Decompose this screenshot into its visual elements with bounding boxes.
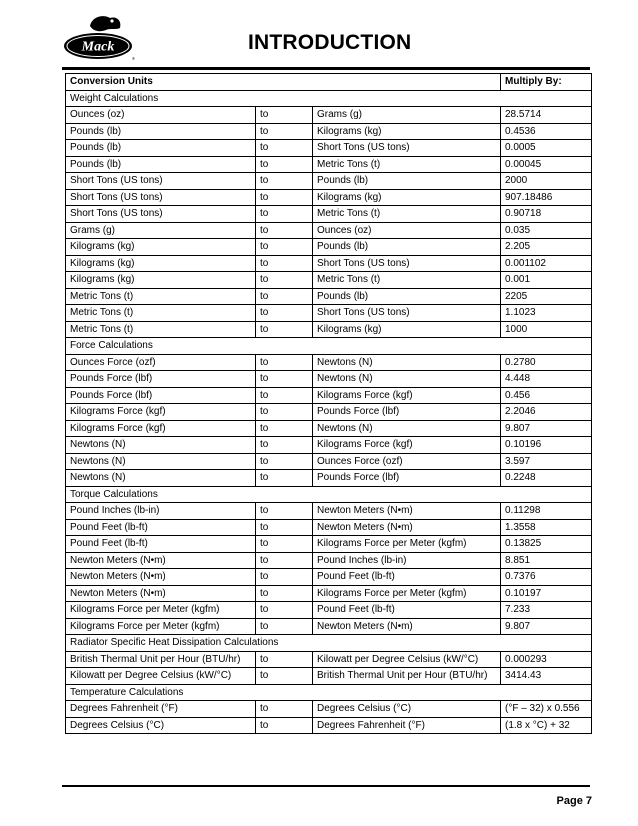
table-row bbox=[66, 371, 592, 388]
to-unit-cell: Newtons (N) bbox=[313, 420, 501, 437]
from-unit-cell: Kilograms Force per Meter (kgfm) bbox=[66, 618, 256, 635]
table-row bbox=[66, 552, 592, 569]
table-row bbox=[66, 255, 592, 272]
section-title: Force Calculations bbox=[66, 338, 592, 355]
to-word-cell: to bbox=[256, 371, 313, 388]
table-row bbox=[66, 602, 592, 619]
to-unit-cell: Metric Tons (t) bbox=[313, 156, 501, 173]
multiplier-cell: 0.2780 bbox=[501, 354, 592, 371]
multiplier-cell: 0.001102 bbox=[501, 255, 592, 272]
table-row bbox=[66, 387, 592, 404]
table-row bbox=[66, 321, 592, 338]
from-unit-cell: Metric Tons (t) bbox=[66, 288, 256, 305]
multiplier-cell: 8.851 bbox=[501, 552, 592, 569]
from-unit-cell: Pound Inches (lb-in) bbox=[66, 503, 256, 520]
table-row bbox=[66, 470, 592, 487]
from-unit-cell: Newtons (N) bbox=[66, 437, 256, 454]
table-row bbox=[66, 354, 592, 371]
to-word-cell: to bbox=[256, 288, 313, 305]
to-word-cell: to bbox=[256, 404, 313, 421]
multiplier-cell: 0.10197 bbox=[501, 585, 592, 602]
to-unit-cell: Newtons (N) bbox=[313, 371, 501, 388]
mack-logo bbox=[60, 12, 138, 64]
to-word-cell: to bbox=[256, 321, 313, 338]
table-row bbox=[66, 585, 592, 602]
svg-text:®: ® bbox=[132, 56, 135, 61]
from-unit-cell: Short Tons (US tons) bbox=[66, 206, 256, 223]
from-unit-cell: Pound Feet (lb-ft) bbox=[66, 536, 256, 553]
table-row bbox=[66, 668, 592, 685]
from-unit-cell: Newton Meters (N•m) bbox=[66, 552, 256, 569]
from-unit-cell: Metric Tons (t) bbox=[66, 321, 256, 338]
section-header-row bbox=[66, 90, 592, 107]
to-unit-cell: British Thermal Unit per Hour (BTU/hr) bbox=[313, 668, 501, 685]
from-unit-cell: Degrees Fahrenheit (°F) bbox=[66, 701, 256, 718]
multiplier-cell: 7.233 bbox=[501, 602, 592, 619]
table-row bbox=[66, 189, 592, 206]
to-unit-cell: Pounds Force (lbf) bbox=[313, 404, 501, 421]
footer-rule bbox=[62, 785, 590, 787]
to-unit-cell: Kilograms (kg) bbox=[313, 123, 501, 140]
multiplier-cell: 0.11298 bbox=[501, 503, 592, 520]
from-unit-cell: Ounces Force (ozf) bbox=[66, 354, 256, 371]
to-unit-cell: Kilowatt per Degree Celsius (kW/°C) bbox=[313, 651, 501, 668]
to-unit-cell: Degrees Celsius (°C) bbox=[313, 701, 501, 718]
to-word-cell: to bbox=[256, 156, 313, 173]
header-multiply-by: Multiply By: bbox=[501, 74, 592, 91]
table-row bbox=[66, 140, 592, 157]
table-row bbox=[66, 305, 592, 322]
from-unit-cell: Kilograms (kg) bbox=[66, 255, 256, 272]
from-unit-cell: Kilograms Force (kgf) bbox=[66, 404, 256, 421]
multiplier-cell: 4.448 bbox=[501, 371, 592, 388]
to-unit-cell: Newton Meters (N•m) bbox=[313, 519, 501, 536]
to-word-cell: to bbox=[256, 585, 313, 602]
multiplier-cell: (1.8 x °C) + 32 bbox=[501, 717, 592, 734]
to-unit-cell: Pounds Force (lbf) bbox=[313, 470, 501, 487]
from-unit-cell: Kilograms (kg) bbox=[66, 239, 256, 256]
section-title: Weight Calculations bbox=[66, 90, 592, 107]
table-row bbox=[66, 569, 592, 586]
to-unit-cell: Ounces Force (ozf) bbox=[313, 453, 501, 470]
to-word-cell: to bbox=[256, 651, 313, 668]
table-row bbox=[66, 618, 592, 635]
to-word-cell: to bbox=[256, 519, 313, 536]
to-word-cell: to bbox=[256, 602, 313, 619]
to-unit-cell: Kilograms Force (kgf) bbox=[313, 437, 501, 454]
table-header-row bbox=[66, 74, 592, 91]
to-word-cell: to bbox=[256, 189, 313, 206]
multiplier-cell: 9.807 bbox=[501, 618, 592, 635]
table-row bbox=[66, 404, 592, 421]
table-row bbox=[66, 107, 592, 124]
multiplier-cell: 28.5714 bbox=[501, 107, 592, 124]
multiplier-cell: 0.13825 bbox=[501, 536, 592, 553]
from-unit-cell: Pounds (lb) bbox=[66, 140, 256, 157]
multiplier-cell: 3.597 bbox=[501, 453, 592, 470]
to-unit-cell: Pound Feet (lb-ft) bbox=[313, 602, 501, 619]
multiplier-cell: 2.205 bbox=[501, 239, 592, 256]
table-row bbox=[66, 701, 592, 718]
section-title: Torque Calculations bbox=[66, 486, 592, 503]
from-unit-cell: Newton Meters (N•m) bbox=[66, 569, 256, 586]
to-word-cell: to bbox=[256, 222, 313, 239]
to-unit-cell: Degrees Fahrenheit (°F) bbox=[313, 717, 501, 734]
table-row bbox=[66, 288, 592, 305]
to-word-cell: to bbox=[256, 123, 313, 140]
svg-text:Mack: Mack bbox=[81, 39, 115, 55]
to-unit-cell: Newtons (N) bbox=[313, 354, 501, 371]
to-unit-cell: Pound Feet (lb-ft) bbox=[313, 569, 501, 586]
multiplier-cell: 0.456 bbox=[501, 387, 592, 404]
to-word-cell: to bbox=[256, 668, 313, 685]
from-unit-cell: Kilograms Force per Meter (kgfm) bbox=[66, 602, 256, 619]
to-word-cell: to bbox=[256, 354, 313, 371]
from-unit-cell: Short Tons (US tons) bbox=[66, 173, 256, 190]
table-row bbox=[66, 651, 592, 668]
to-word-cell: to bbox=[256, 453, 313, 470]
to-word-cell: to bbox=[256, 717, 313, 734]
from-unit-cell: Grams (g) bbox=[66, 222, 256, 239]
to-word-cell: to bbox=[256, 173, 313, 190]
to-word-cell: to bbox=[256, 569, 313, 586]
section-header-row bbox=[66, 338, 592, 355]
to-word-cell: to bbox=[256, 420, 313, 437]
table-row bbox=[66, 239, 592, 256]
multiplier-cell: 3414.43 bbox=[501, 668, 592, 685]
table-row bbox=[66, 222, 592, 239]
multiplier-cell: 2.2046 bbox=[501, 404, 592, 421]
to-word-cell: to bbox=[256, 618, 313, 635]
to-unit-cell: Pounds (lb) bbox=[313, 173, 501, 190]
section-title: Radiator Specific Heat Dissipation Calculations bbox=[66, 635, 592, 652]
to-unit-cell: Kilograms Force per Meter (kgfm) bbox=[313, 536, 501, 553]
from-unit-cell: Newtons (N) bbox=[66, 470, 256, 487]
section-header-row bbox=[66, 635, 592, 652]
from-unit-cell: Pound Feet (lb-ft) bbox=[66, 519, 256, 536]
from-unit-cell: British Thermal Unit per Hour (BTU/hr) bbox=[66, 651, 256, 668]
section-title: Temperature Calculations bbox=[66, 684, 592, 701]
header-rule bbox=[62, 67, 590, 70]
to-word-cell: to bbox=[256, 470, 313, 487]
from-unit-cell: Pounds Force (lbf) bbox=[66, 371, 256, 388]
to-word-cell: to bbox=[256, 552, 313, 569]
to-unit-cell: Short Tons (US tons) bbox=[313, 305, 501, 322]
to-word-cell: to bbox=[256, 272, 313, 289]
conversion-table bbox=[65, 73, 592, 734]
multiplier-cell: 9.807 bbox=[501, 420, 592, 437]
multiplier-cell: 2205 bbox=[501, 288, 592, 305]
to-unit-cell: Newton Meters (N•m) bbox=[313, 503, 501, 520]
to-word-cell: to bbox=[256, 206, 313, 223]
page-number: Page 7 bbox=[556, 795, 592, 807]
multiplier-cell: 0.00045 bbox=[501, 156, 592, 173]
table-row bbox=[66, 453, 592, 470]
from-unit-cell: Kilograms Force (kgf) bbox=[66, 420, 256, 437]
from-unit-cell: Kilowatt per Degree Celsius (kW/°C) bbox=[66, 668, 256, 685]
multiplier-cell: 0.035 bbox=[501, 222, 592, 239]
from-unit-cell: Pounds Force (lbf) bbox=[66, 387, 256, 404]
to-word-cell: to bbox=[256, 536, 313, 553]
to-word-cell: to bbox=[256, 503, 313, 520]
from-unit-cell: Short Tons (US tons) bbox=[66, 189, 256, 206]
section-header-row bbox=[66, 684, 592, 701]
table-row bbox=[66, 717, 592, 734]
multiplier-cell: 0.4536 bbox=[501, 123, 592, 140]
to-unit-cell: Kilograms Force (kgf) bbox=[313, 387, 501, 404]
multiplier-cell: 1.3558 bbox=[501, 519, 592, 536]
to-unit-cell: Pounds (lb) bbox=[313, 288, 501, 305]
to-word-cell: to bbox=[256, 437, 313, 454]
from-unit-cell: Degrees Celsius (°C) bbox=[66, 717, 256, 734]
to-unit-cell: Short Tons (US tons) bbox=[313, 255, 501, 272]
header-conversion-units: Conversion Units bbox=[66, 74, 501, 91]
multiplier-cell: 0.001 bbox=[501, 272, 592, 289]
page-title: INTRODUCTION bbox=[248, 31, 412, 54]
from-unit-cell: Ounces (oz) bbox=[66, 107, 256, 124]
to-word-cell: to bbox=[256, 305, 313, 322]
to-word-cell: to bbox=[256, 701, 313, 718]
to-unit-cell: Grams (g) bbox=[313, 107, 501, 124]
from-unit-cell: Newtons (N) bbox=[66, 453, 256, 470]
multiplier-cell: 1.1023 bbox=[501, 305, 592, 322]
to-word-cell: to bbox=[256, 107, 313, 124]
multiplier-cell: 1000 bbox=[501, 321, 592, 338]
multiplier-cell: 0.7376 bbox=[501, 569, 592, 586]
from-unit-cell: Pounds (lb) bbox=[66, 123, 256, 140]
table-row bbox=[66, 437, 592, 454]
table-row bbox=[66, 420, 592, 437]
table-row bbox=[66, 206, 592, 223]
to-unit-cell: Pound Inches (lb-in) bbox=[313, 552, 501, 569]
multiplier-cell: 0.000293 bbox=[501, 651, 592, 668]
section-header-row bbox=[66, 486, 592, 503]
to-word-cell: to bbox=[256, 140, 313, 157]
from-unit-cell: Metric Tons (t) bbox=[66, 305, 256, 322]
table-row bbox=[66, 123, 592, 140]
multiplier-cell: 907.18486 bbox=[501, 189, 592, 206]
multiplier-cell: (°F – 32) x 0.556 bbox=[501, 701, 592, 718]
table-row bbox=[66, 536, 592, 553]
to-unit-cell: Kilograms Force per Meter (kgfm) bbox=[313, 585, 501, 602]
to-unit-cell: Pounds (lb) bbox=[313, 239, 501, 256]
conversion-table-body bbox=[66, 90, 592, 734]
to-unit-cell: Newton Meters (N•m) bbox=[313, 618, 501, 635]
to-unit-cell: Metric Tons (t) bbox=[313, 206, 501, 223]
to-unit-cell: Short Tons (US tons) bbox=[313, 140, 501, 157]
from-unit-cell: Pounds (lb) bbox=[66, 156, 256, 173]
multiplier-cell: 0.10196 bbox=[501, 437, 592, 454]
to-unit-cell: Ounces (oz) bbox=[313, 222, 501, 239]
multiplier-cell: 2000 bbox=[501, 173, 592, 190]
multiplier-cell: 0.0005 bbox=[501, 140, 592, 157]
from-unit-cell: Newton Meters (N•m) bbox=[66, 585, 256, 602]
multiplier-cell: 0.90718 bbox=[501, 206, 592, 223]
multiplier-cell: 0.2248 bbox=[501, 470, 592, 487]
table-row bbox=[66, 173, 592, 190]
to-word-cell: to bbox=[256, 239, 313, 256]
table-row bbox=[66, 156, 592, 173]
table-row bbox=[66, 272, 592, 289]
table-row bbox=[66, 503, 592, 520]
table-row bbox=[66, 519, 592, 536]
to-word-cell: to bbox=[256, 387, 313, 404]
to-unit-cell: Metric Tons (t) bbox=[313, 272, 501, 289]
to-word-cell: to bbox=[256, 255, 313, 272]
to-unit-cell: Kilograms (kg) bbox=[313, 189, 501, 206]
to-unit-cell: Kilograms (kg) bbox=[313, 321, 501, 338]
from-unit-cell: Kilograms (kg) bbox=[66, 272, 256, 289]
